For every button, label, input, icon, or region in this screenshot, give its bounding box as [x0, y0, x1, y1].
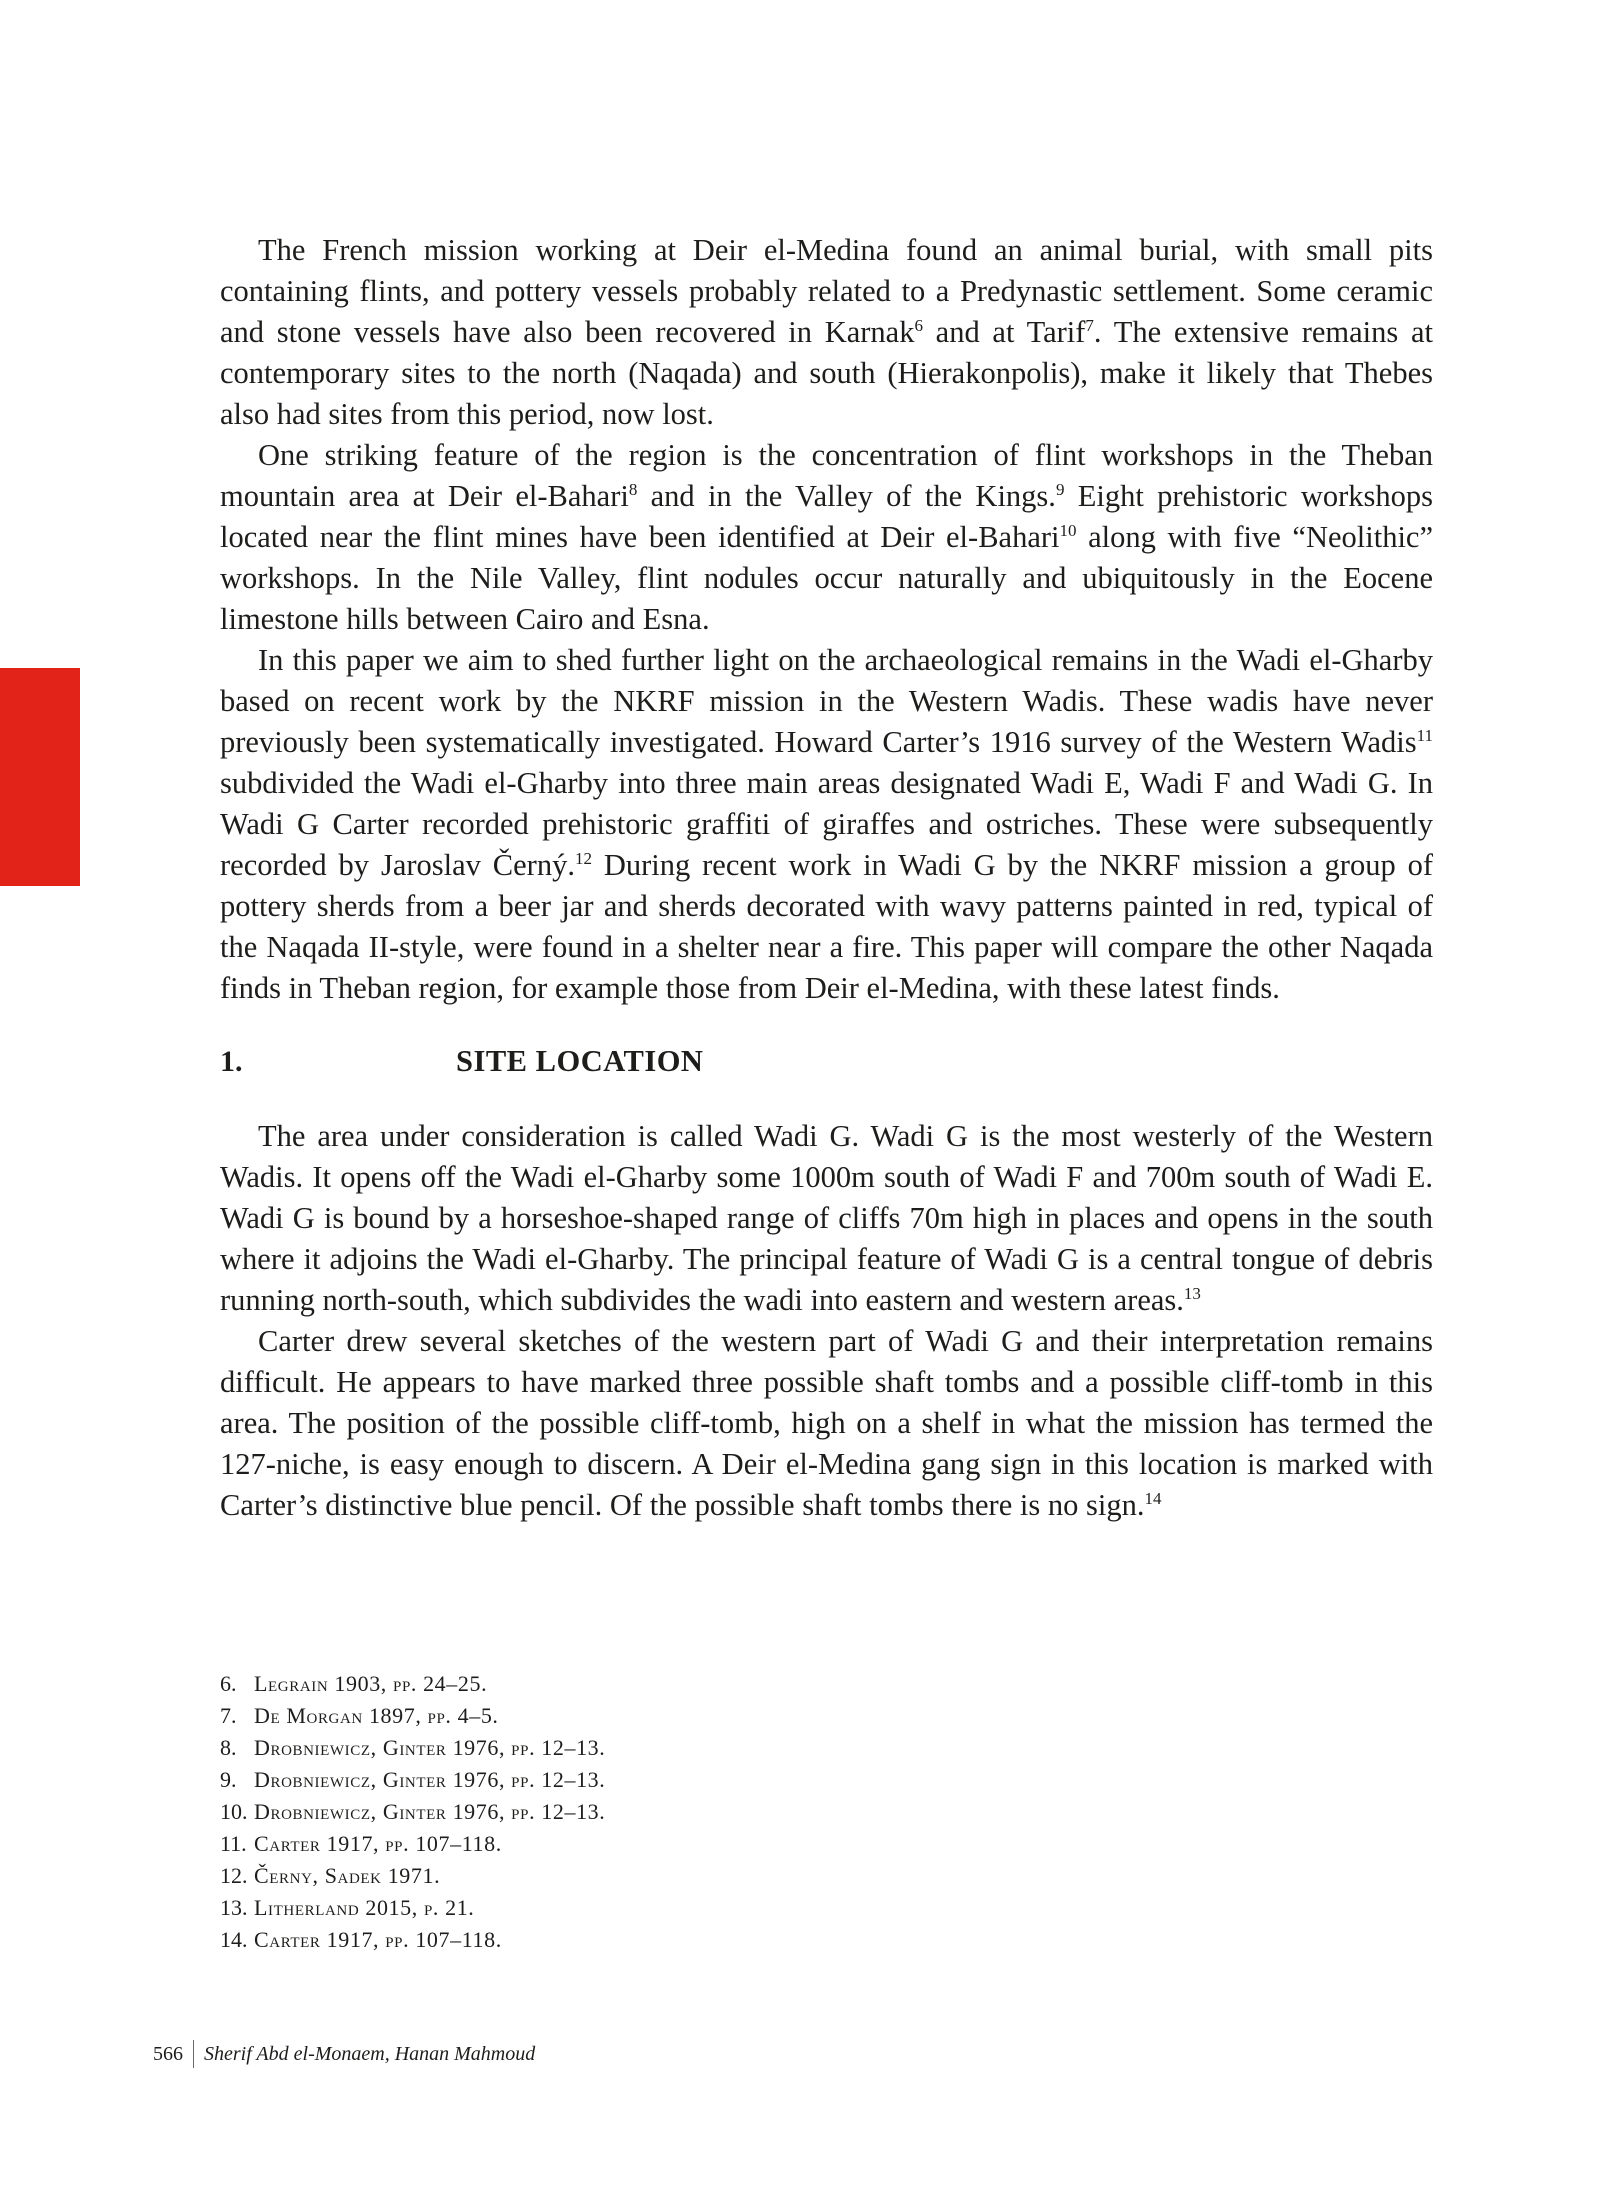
text-run: In this paper we aim to shed further light on the archaeological remains in the Wadi el-Gharby based on recent work by the NKRF mission in the Western Wadis. These wadis have never previously been systematically investigated. Howard Carter’s 1916 survey of the Western Wadis [220, 643, 1433, 759]
footnote [220, 1828, 1120, 1860]
footnote-citation: Litherland 2015, p. 21. [254, 1895, 475, 1920]
section-heading [220, 1044, 1433, 1086]
footnote-marker: 13 [1183, 1284, 1201, 1303]
footnote-citation: De Morgan 1897, pp. 4–5. [254, 1703, 499, 1728]
page-footer [153, 2040, 535, 2068]
text-run: and at Tarif [922, 315, 1086, 349]
text-run: The area under consideration is called Wadi G. Wadi G is the most westerly of the Western Wadis. It opens off the Wadi el-Gharby some 1000m south of Wadi F and 700m south of Wadi E. Wadi G is bound by a horseshoe-shaped range of cliffs 70m high in places and opens in the south where it adjoins the Wadi el-Gharby. The principal feature of Wadi G is a central tongue of debris running north-south, which subdivides the wadi into eastern and western areas. [220, 1119, 1433, 1317]
footnote-number: 9. [220, 1767, 237, 1792]
text-run: along with five “Neolithic” workshops. In the Nile Valley, flint nodules occur naturally and ubiquitously in the Eocene limestone hills between Cairo and Esna. [220, 520, 1433, 636]
footnote [220, 1892, 1120, 1924]
footnote-citation: Drobniewicz, Ginter 1976, pp. 12–13. [254, 1799, 606, 1824]
chapter-color-tab [0, 668, 80, 886]
text-run: and in the Valley of the Kings. [637, 479, 1056, 513]
text-run: . The extensive remains at contemporary sites to the north (Naqada) and south (Hierakonpolis), make it likely that Thebes also had sites from this period, now lost. [220, 315, 1433, 431]
footnote-number: 6. [220, 1671, 237, 1696]
footnote-marker: 9 [1055, 480, 1065, 499]
footnote-marker: 7 [1085, 316, 1094, 335]
footnote-number: 12. [220, 1863, 248, 1888]
footnote-marker: 10 [1059, 521, 1077, 540]
running-footer-authors: Sherif Abd el-Monaem, Hanan Mahmoud [204, 2042, 536, 2065]
footnote-marker: 14 [1144, 1489, 1162, 1508]
footnote-citation: Carter 1917, pp. 107–118. [254, 1927, 502, 1952]
text-run: During recent work in Wadi G by the NKRF mission a group of pottery sherds from a beer jar and sherds decorated with wavy patterns painted in red, typical of the Naqada II-style, were found in a shelter near a fire. This paper will compare the other Naqada finds in Theban region, for example those from Deir el-Medina, with these latest finds. [220, 848, 1433, 1005]
footnote-citation: Černy, Sadek 1971. [254, 1863, 441, 1888]
text-run: The French mission working at Deir el-Medina found an animal burial, with small pits containing flints, and pottery vessels probably related to a Predynastic settlement. Some ceramic and stone vessels have also been recovered in Karnak [220, 233, 1433, 349]
paragraph [220, 1321, 1433, 1526]
text-run: Carter drew several sketches of the western part of Wadi G and their interpretation remains difficult. He appears to have marked three possible shaft tombs and a possible cliff-tomb in this area. The position of the possible cliff-tomb, high on a shelf in what the mission has termed the 127-niche, is easy enough to discern. A Deir el-Medina gang sign in this location is marked with Carter’s distinctive blue pencil. Of the possible shaft tombs there is no sign. [220, 1324, 1433, 1522]
footnote [220, 1732, 1120, 1764]
section-paragraphs [220, 1116, 1433, 1526]
footnote-marker: 8 [628, 480, 638, 499]
footnote-citation: Carter 1917, pp. 107–118. [254, 1831, 502, 1856]
text-run: Eight prehistoric workshops located near the flint mines have been identified at Deir el-Bahari [220, 479, 1433, 554]
footnote-number: 14. [220, 1927, 248, 1952]
footnote-marker: 6 [914, 316, 923, 335]
footnote-number: 13. [220, 1895, 248, 1920]
footnote [220, 1764, 1120, 1796]
footnote-number: 7. [220, 1703, 237, 1728]
paragraph [220, 640, 1433, 1009]
footnotes [220, 1668, 1120, 1956]
footnote [220, 1924, 1120, 1956]
footnote-number: 10. [220, 1799, 248, 1824]
footnote-marker: 12 [574, 849, 592, 868]
paragraph [220, 230, 1433, 435]
section-title: SITE LOCATION [456, 1044, 704, 1078]
footnote-number: 8. [220, 1735, 237, 1760]
footnote [220, 1796, 1120, 1828]
paragraph [220, 435, 1433, 640]
intro-paragraphs [220, 230, 1433, 1009]
footnote [220, 1700, 1120, 1732]
footnote-citation: Drobniewicz, Ginter 1976, pp. 12–13. [254, 1767, 606, 1792]
footnote [220, 1668, 1120, 1700]
footnote [220, 1860, 1120, 1892]
paragraph [220, 1116, 1433, 1321]
text-run: subdivided the Wadi el-Gharby into three main areas designated Wadi E, Wadi F and Wadi G. In Wadi G Carter recorded prehistoric graffiti of giraffes and ostriches. These were subsequently recorded by Jaroslav Černý. [220, 766, 1433, 882]
text-run: One striking feature of the region is the concentration of flint workshops in the Theban mountain area at Deir el-Bahari [220, 438, 1433, 513]
footnote-number: 11. [220, 1831, 247, 1856]
footnote-citation: Drobniewicz, Ginter 1976, pp. 12–13. [254, 1735, 606, 1760]
section-number: 1. [220, 1045, 243, 1078]
body-text [220, 230, 1433, 1526]
footnote-marker: 11 [1416, 726, 1433, 745]
footnote-citation: Legrain 1903, pp. 24–25. [254, 1671, 488, 1696]
page-number: 566 [153, 2042, 183, 2065]
